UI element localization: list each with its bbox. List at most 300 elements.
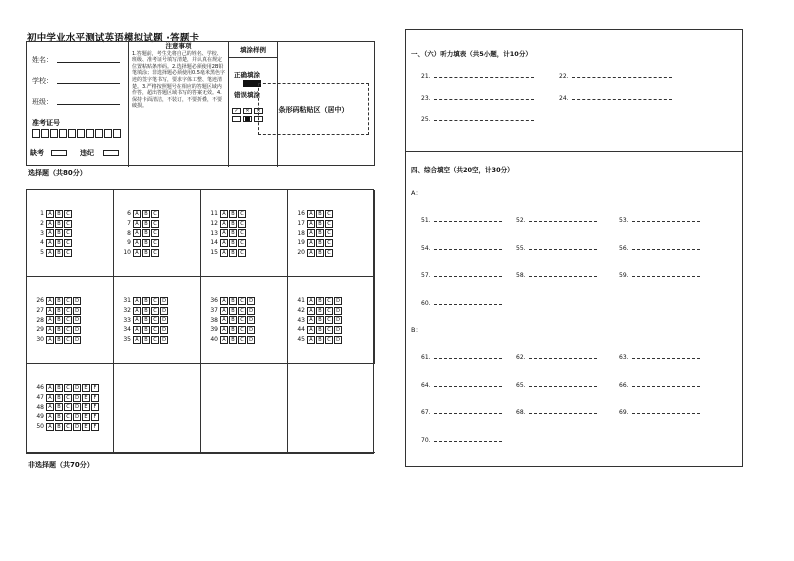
option-bubble[interactable]: C [64,307,72,315]
option-bubble[interactable]: B [55,394,63,402]
absent-checkbox[interactable] [51,150,67,156]
answer-blank[interactable] [434,115,534,121]
answer-number: 24. [559,95,569,102]
question-number: 33 [123,316,131,324]
option-bubble[interactable]: E [82,423,90,431]
answer-number: 65. [516,381,526,389]
option-bubble[interactable]: A [307,249,315,257]
instructions-panel [128,42,229,167]
option-bubble[interactable]: B [55,384,63,392]
answer-number: 51. [421,217,431,224]
option-bubble[interactable]: F [91,384,99,392]
cloze-answer[interactable] [516,216,597,224]
option-bubble[interactable]: D [160,336,168,344]
choice-block [114,277,201,364]
option-bubble[interactable]: E [82,413,90,421]
cloze-answer[interactable] [619,381,700,389]
choice-block [201,190,288,277]
answer-blank[interactable] [434,216,502,222]
option-bubble[interactable]: C [325,326,333,334]
option-bubble[interactable]: C [64,423,72,431]
cloze-answer[interactable] [516,408,597,416]
option-bubble[interactable]: B [229,220,237,228]
option-bubble[interactable]: A [46,384,54,392]
option-bubble[interactable]: A [307,307,315,315]
question-number: 7 [127,220,131,228]
part-b-label: B： [411,326,422,334]
nonchoice-section-title: 非选择题（共70分） [28,461,94,469]
option-bubble[interactable]: A [307,229,315,237]
answer-number: 54. [421,244,431,252]
answer-blank[interactable] [529,271,597,277]
option-bubble[interactable]: C [325,229,333,237]
question-row [203,315,287,325]
question-number: 42 [297,307,305,315]
option-bubble[interactable]: B [55,229,63,237]
option-bubble[interactable]: C [325,297,333,305]
option-bubble[interactable]: A [46,239,54,247]
option-bubble[interactable]: C [325,307,333,315]
question-number: 39 [210,326,218,334]
question-row [116,248,200,258]
listening-answer[interactable] [559,94,672,102]
option-bubble[interactable]: B [229,297,237,305]
option-bubble[interactable]: D [247,307,255,315]
choice-block [27,190,114,277]
question-number: 36 [210,297,218,305]
option-bubble[interactable]: C [64,336,72,344]
option-bubble[interactable]: A [307,297,315,305]
question-row [203,335,287,345]
cloze-section-title: 四、综合填空（共20空，计30分） [411,166,514,174]
cloze-answer[interactable] [421,299,502,307]
option-bubble[interactable]: A [133,297,141,305]
option-bubble[interactable]: E [82,384,90,392]
option-bubble[interactable]: A [46,403,54,411]
question-number: 46 [36,384,44,392]
option-bubble[interactable]: C [151,220,159,228]
option-bubble[interactable]: A [133,220,141,228]
option-bubble[interactable]: B [229,210,237,218]
option-bubble[interactable]: A [46,326,54,334]
option-bubble[interactable]: F [91,394,99,402]
option-bubble[interactable]: C [325,336,333,344]
question-row [116,296,200,306]
answer-blank[interactable] [434,408,502,414]
option-bubble[interactable]: C [151,229,159,237]
question-row [29,248,113,258]
option-bubble[interactable]: B [55,326,63,334]
answer-blank[interactable] [572,72,672,78]
option-bubble[interactable]: B [55,307,63,315]
option-bubble[interactable]: A [133,249,141,257]
option-bubble[interactable]: D [247,336,255,344]
student-info-box [26,41,375,166]
option-bubble[interactable]: C [64,394,72,402]
option-bubble[interactable]: C [238,336,246,344]
cloze-answer[interactable] [619,216,700,224]
option-bubble[interactable]: C [238,297,246,305]
cloze-answer[interactable] [421,436,502,444]
option-bubble[interactable]: B [55,210,63,218]
cloze-answer[interactable] [421,216,502,224]
option-bubble[interactable]: B [55,423,63,431]
option-bubble[interactable]: C [64,403,72,411]
option-bubble[interactable]: A [307,239,315,247]
option-bubble[interactable]: D [160,307,168,315]
option-bubble[interactable]: A [46,220,54,228]
option-bubble[interactable]: C [325,210,333,218]
option-bubble[interactable]: B [142,210,150,218]
option-bubble[interactable]: A [220,239,228,247]
answer-blank[interactable] [434,353,502,359]
option-bubble[interactable]: C [151,307,159,315]
question-row [29,306,113,316]
option-bubble[interactable]: C [238,229,246,237]
answer-number: 69. [619,409,629,416]
option-bubble[interactable]: C [151,326,159,334]
option-bubble[interactable]: B [55,297,63,305]
answer-number: 53. [619,217,629,224]
answer-blank[interactable] [434,299,502,305]
answer-blank[interactable] [572,94,672,100]
option-bubble[interactable]: D [334,316,342,324]
option-bubble[interactable]: C [238,249,246,257]
answer-number: 66. [619,381,629,389]
answer-blank[interactable] [632,408,700,414]
question-row [29,228,113,238]
answer-blank[interactable] [529,244,597,250]
option-bubble[interactable]: A [220,326,228,334]
option-bubble[interactable]: A [46,249,54,257]
answer-blank[interactable] [434,436,502,442]
cloze-answer[interactable] [421,408,502,416]
option-bubble[interactable]: C [64,220,72,228]
option-bubble[interactable]: C [325,220,333,228]
option-bubble[interactable]: D [160,297,168,305]
cloze-answer[interactable] [619,244,700,252]
option-bubble[interactable]: C [151,336,159,344]
option-bubble[interactable]: B [229,229,237,237]
option-bubble[interactable]: D [73,307,81,315]
option-bubble[interactable]: C [64,326,72,334]
answer-number: 57. [421,272,431,279]
answer-number: 59. [619,272,629,279]
option-bubble[interactable]: D [73,413,81,421]
name-label: 姓名： [32,56,53,64]
answer-blank[interactable] [434,244,502,250]
question-row [116,306,200,316]
option-bubble[interactable]: B [229,316,237,324]
option-bubble[interactable]: B [55,220,63,228]
answer-number: 56. [619,244,629,252]
option-bubble[interactable]: D [334,307,342,315]
answer-blank[interactable] [632,271,700,277]
option-bubble[interactable]: B [55,249,63,257]
option-bubble[interactable]: A [307,326,315,334]
answer-blank[interactable] [529,381,597,387]
answer-blank[interactable] [434,381,502,387]
choice-grid [26,189,374,454]
option-bubble[interactable]: A [307,220,315,228]
option-bubble[interactable]: D [334,326,342,334]
question-number: 41 [297,297,305,305]
answer-number: 63. [619,354,629,361]
cloze-answer[interactable] [421,381,502,389]
option-bubble[interactable]: C [64,229,72,237]
option-bubble[interactable]: B [142,307,150,315]
option-bubble[interactable]: C [64,239,72,247]
question-row [203,296,287,306]
option-bubble[interactable]: A [46,297,54,305]
option-bubble[interactable]: D [73,394,81,402]
question-row [29,422,113,432]
option-bubble[interactable]: C [238,239,246,247]
name-field[interactable] [57,62,120,63]
option-bubble[interactable]: C [64,384,72,392]
option-bubble[interactable]: B [316,336,324,344]
option-bubble[interactable]: C [238,316,246,324]
answer-sheet-title: 初中学业水平测试英语模拟试题 ·答题卡 [27,33,200,44]
question-number: 14 [210,239,218,247]
option-bubble[interactable]: B [142,239,150,247]
question-row [203,248,287,258]
answer-blank[interactable] [632,353,700,359]
option-bubble[interactable]: D [334,297,342,305]
question-number: 31 [123,297,131,305]
option-bubble[interactable]: C [64,413,72,421]
option-bubble[interactable]: C [64,297,72,305]
option-bubble[interactable]: B [229,239,237,247]
cloze-answer[interactable] [619,353,700,361]
listening-answer[interactable] [559,72,672,80]
question-row [29,412,113,422]
option-bubble[interactable]: C [238,307,246,315]
option-bubble[interactable]: B [55,403,63,411]
question-number: 19 [297,239,305,247]
option-bubble[interactable]: D [73,336,81,344]
option-bubble[interactable]: A [46,336,54,344]
part-a-label: A： [411,189,422,197]
option-bubble[interactable]: E [82,403,90,411]
option-bubble[interactable]: B [316,239,324,247]
option-bubble[interactable]: A [46,423,54,431]
option-bubble[interactable]: F [91,403,99,411]
question-number: 9 [127,239,131,247]
option-bubble[interactable]: A [307,210,315,218]
option-bubble[interactable]: D [160,326,168,334]
cloze-answer[interactable] [619,408,700,416]
option-bubble[interactable]: B [55,336,63,344]
option-bubble[interactable]: B [55,413,63,421]
absent-label: 缺考 [30,149,44,157]
empty-block [201,364,288,453]
option-bubble[interactable]: D [73,297,81,305]
option-bubble[interactable]: A [220,220,228,228]
answer-blank[interactable] [529,353,597,359]
wrong-fill-samples: ✓ ✕ ✕ [232,108,263,114]
option-bubble[interactable]: A [46,316,54,324]
option-bubble[interactable]: D [73,316,81,324]
option-bubble[interactable]: A [133,336,141,344]
option-bubble[interactable]: A [46,210,54,218]
option-bubble[interactable]: B [142,326,150,334]
written-answers-panel [405,29,743,467]
cloze-answer[interactable] [421,271,502,279]
question-number: 8 [127,229,131,237]
option-bubble[interactable]: B [142,220,150,228]
option-bubble[interactable]: D [73,384,81,392]
option-bubble[interactable]: A [220,316,228,324]
option-bubble[interactable]: F [91,423,99,431]
question-number: 26 [36,297,44,305]
option-bubble[interactable]: A [46,394,54,402]
option-bubble[interactable]: B [142,229,150,237]
cloze-answer[interactable] [516,244,597,252]
option-bubble[interactable]: A [133,229,141,237]
option-bubble[interactable]: C [238,210,246,218]
option-bubble[interactable]: A [220,210,228,218]
option-bubble[interactable]: B [229,307,237,315]
question-row [29,402,113,412]
option-bubble[interactable]: D [247,326,255,334]
question-number: 1 [40,210,44,218]
option-bubble[interactable]: A [307,336,315,344]
option-bubble[interactable]: D [160,316,168,324]
option-bubble[interactable]: B [142,297,150,305]
listening-answer[interactable] [421,115,534,123]
option-bubble[interactable]: B [229,336,237,344]
cloze-answer[interactable] [421,353,502,361]
option-bubble[interactable]: B [316,220,324,228]
question-row [290,296,374,306]
option-bubble[interactable]: B [316,229,324,237]
exam-id-boxes[interactable] [32,129,122,138]
question-number: 48 [36,403,44,411]
option-bubble[interactable]: B [142,316,150,324]
cloze-answer[interactable] [516,381,597,389]
option-bubble[interactable]: B [55,316,63,324]
listening-answer[interactable] [421,72,534,80]
option-bubble[interactable]: D [73,423,81,431]
option-bubble[interactable]: C [151,249,159,257]
option-bubble[interactable]: B [316,249,324,257]
option-bubble[interactable]: A [133,239,141,247]
option-bubble[interactable]: C [151,316,159,324]
question-number: 15 [210,249,218,257]
option-bubble[interactable]: B [316,316,324,324]
answer-blank[interactable] [434,72,534,78]
answer-number: 58. [516,272,526,279]
option-bubble[interactable]: C [64,249,72,257]
option-bubble[interactable]: C [325,239,333,247]
cloze-answer[interactable] [516,271,597,279]
option-bubble[interactable]: A [46,307,54,315]
option-bubble[interactable]: A [220,336,228,344]
question-row [29,325,113,335]
option-bubble[interactable]: D [334,336,342,344]
option-bubble[interactable]: A [220,249,228,257]
option-bubble[interactable]: C [238,220,246,228]
school-field[interactable] [57,83,120,84]
question-row [116,228,200,238]
cloze-answer[interactable] [619,271,700,279]
choice-section-title: 选择题（共80分） [28,169,87,177]
question-number: 13 [210,229,218,237]
option-bubble[interactable]: B [316,210,324,218]
instructions-title: 注意事项 [165,42,192,50]
class-field[interactable] [57,104,120,105]
answer-blank[interactable] [632,381,700,387]
option-bubble[interactable]: A [133,316,141,324]
question-number: 6 [127,210,131,218]
answer-blank[interactable] [529,216,597,222]
option-bubble[interactable]: B [229,326,237,334]
option-bubble[interactable]: A [133,210,141,218]
option-bubble[interactable]: C [325,249,333,257]
option-bubble[interactable]: C [151,297,159,305]
answer-blank[interactable] [632,216,700,222]
option-bubble[interactable]: D [247,297,255,305]
option-bubble[interactable]: A [307,316,315,324]
option-bubble[interactable]: C [325,316,333,324]
option-bubble[interactable]: C [64,316,72,324]
question-number: 34 [123,326,131,334]
option-bubble[interactable]: A [220,307,228,315]
option-bubble[interactable]: C [64,210,72,218]
question-row [116,219,200,229]
option-bubble[interactable]: A [133,307,141,315]
correct-fill-label: 正确填涂 [234,71,260,79]
question-number: 10 [123,249,131,257]
question-row [290,335,374,345]
listening-answer[interactable] [421,94,534,102]
option-bubble[interactable]: C [238,326,246,334]
answer-blank[interactable] [632,244,700,250]
option-bubble[interactable]: B [316,326,324,334]
question-row [29,209,113,219]
option-bubble[interactable]: D [247,316,255,324]
answer-blank[interactable] [529,408,597,414]
question-row [290,219,374,229]
option-bubble[interactable]: A [220,229,228,237]
option-bubble[interactable]: B [55,239,63,247]
option-bubble[interactable]: B [142,336,150,344]
violation-checkbox[interactable] [103,150,119,156]
cloze-answer[interactable] [421,244,502,252]
option-bubble[interactable]: A [133,326,141,334]
option-bubble[interactable]: C [151,210,159,218]
question-row [203,306,287,316]
cloze-answer[interactable] [516,353,597,361]
option-bubble[interactable]: C [151,239,159,247]
option-bubble[interactable]: B [229,249,237,257]
option-bubble[interactable]: D [73,326,81,334]
answer-blank[interactable] [434,271,502,277]
answer-blank[interactable] [434,94,534,100]
option-bubble[interactable]: A [220,297,228,305]
option-bubble[interactable]: A [46,229,54,237]
option-bubble[interactable]: B [316,307,324,315]
option-bubble[interactable]: B [142,249,150,257]
option-bubble[interactable]: E [82,394,90,402]
question-row [290,228,374,238]
option-bubble[interactable]: A [46,413,54,421]
option-bubble[interactable]: D [73,403,81,411]
option-bubble[interactable]: F [91,413,99,421]
option-bubble[interactable]: B [316,297,324,305]
empty-block [288,364,375,453]
